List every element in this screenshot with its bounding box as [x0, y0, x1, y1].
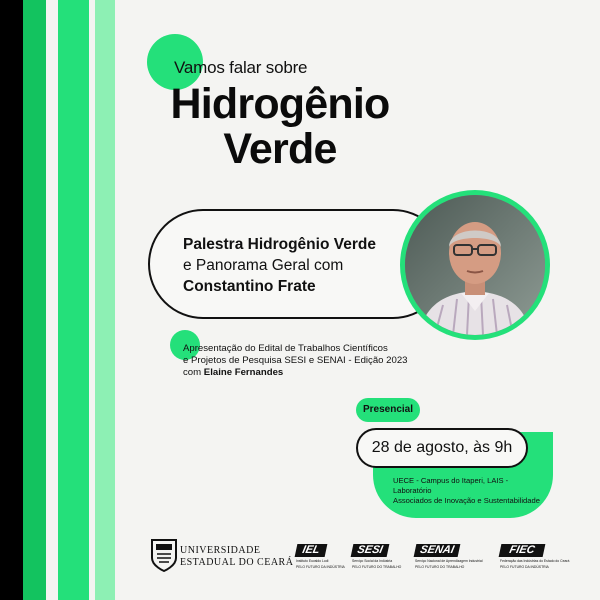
fiec-logo-sub1: Federação das Indústrias do Estado do Ceará: [500, 559, 570, 563]
main-title-line2: Verde: [223, 125, 337, 173]
decor-stripe-light-green: [95, 0, 115, 600]
pre-title: Vamos falar sobre: [174, 58, 308, 77]
speaker-name: Constantino Frate: [183, 278, 316, 295]
decor-stripe-dark-green: [23, 0, 46, 600]
presenter-name: Elaine Fernandes: [203, 367, 284, 378]
uece-line1: UNIVERSIDADE: [180, 545, 261, 556]
fiec-logo-sub2: PELO FUTURO DA INDÚSTRIA: [500, 565, 549, 569]
presentation-line2: e Projetos de Pesquisa SESI e SENAI - Edição 2023: [183, 355, 408, 366]
sesi-logo-sub2: PELO FUTURO DO TRABALHO: [352, 565, 402, 569]
presentation-prefix: com: [183, 367, 204, 378]
venue-line2: Associados de Inovação e Sustentabilidade: [393, 496, 540, 505]
fiec-logo-mark: FIEC: [499, 544, 546, 557]
decor-stripe-black: [0, 0, 23, 600]
talk-title-line2: e Panorama Geral com: [183, 257, 344, 274]
main-title: [150, 82, 410, 172]
uece-line2: ESTADUAL DO CEARÁ: [180, 557, 294, 568]
senai-logo: [415, 544, 483, 569]
iel-logo: [296, 544, 345, 569]
sponsors-footer: [150, 532, 570, 580]
uece-logo-text: [180, 545, 293, 569]
decor-stripe-gap: [46, 0, 58, 600]
senai-logo-sub1: Serviço Nacional de Aprendizagem Industrial: [415, 559, 483, 563]
decor-stripe-green: [58, 0, 89, 600]
event-date: 28 de agosto, às 9h: [356, 428, 528, 468]
sesi-logo-mark: SESI: [351, 544, 390, 557]
talk-title-line1: Palestra Hidrogênio Verde: [183, 236, 376, 253]
presentation-description: [183, 343, 408, 379]
event-venue: [393, 476, 543, 506]
senai-logo-mark: SENAI: [414, 544, 461, 557]
presentation-line1: Apresentação do Edital de Trabalhos Científicos: [183, 343, 388, 354]
sesi-logo-sub1: Serviço Social da Indústria: [352, 559, 393, 563]
senai-logo-sub2: PELO FUTURO DO TRABALHO: [415, 565, 465, 569]
iel-logo-sub2: PELO FUTURO DA INDÚSTRIA: [296, 565, 345, 569]
presentation-line3: [183, 367, 408, 379]
sesi-logo: [352, 544, 402, 569]
fiec-logo: [500, 544, 570, 569]
speaker-photo: [405, 195, 545, 335]
uece-crest-icon: [150, 536, 178, 572]
main-title-line1: Hidrogênio: [170, 80, 390, 128]
talk-title: [183, 234, 376, 297]
mode-badge: Presencial: [356, 398, 420, 422]
iel-logo-sub1: Instituto Euvaldo Lodi: [296, 559, 329, 563]
iel-logo-mark: IEL: [295, 544, 328, 557]
venue-line1: UECE - Campus do Itaperi, LAIS - Laboratório: [393, 476, 509, 495]
